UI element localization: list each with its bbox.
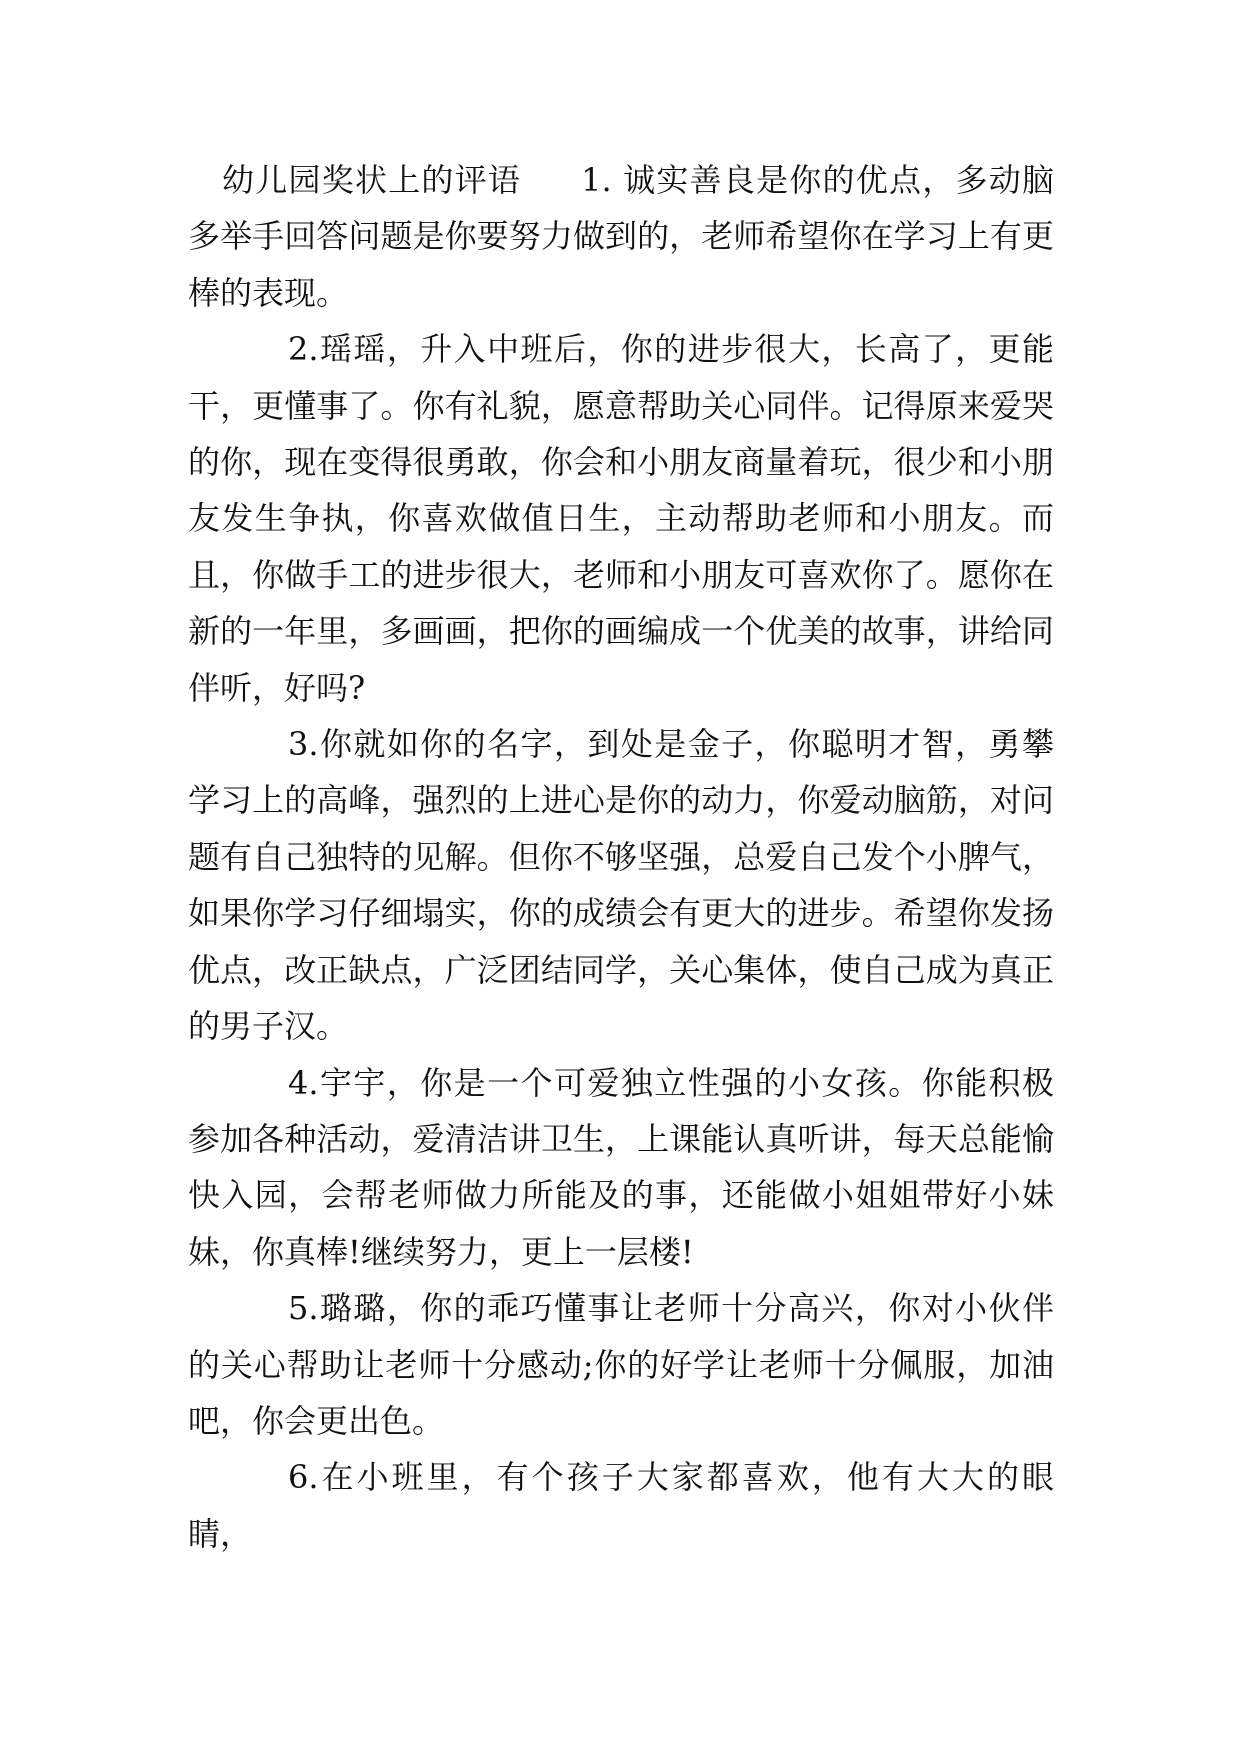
paragraph-1: 1. 诚实善良是你的优点，多动脑多举手回答问题是你要努力做到的，老师希望你在学习上有更棒的表现。	[188, 161, 1054, 312]
paragraph-2: 2.瑶瑶，升入中班后，你的进步很大，长高了，更能干，更懂事了。你有礼貌，愿意帮助关心同伴。记得原来爱哭的你，现在变得很勇敢，你会和小朋友商量着玩，很少和小朋友发生争执，你喜欢做值日生，主动帮助老师和小朋友。而且，你做手工的进步很大，老师和小朋友可喜欢你了。愿你在新的一年里，多画画，把你的画编成一个优美的故事，讲给同伴听，好吗?	[188, 330, 1054, 707]
document-title: 幼儿园奖状上的评语	[222, 161, 522, 199]
paragraph-6: 6.在小班里，有个孩子大家都喜欢，他有大大的眼睛，	[188, 1458, 1054, 1553]
paragraph-5: 5.璐璐，你的乖巧懂事让老师十分高兴，你对小伙伴的关心帮助让老师十分感动;你的好学让老师十分佩服，加油吧，你会更出色。	[188, 1289, 1054, 1440]
document-body	[188, 152, 1054, 1562]
title-paragraph	[188, 152, 1054, 321]
paragraph-4: 4.宇宇，你是一个可爱独立性强的小女孩。你能积极参加各种活动，爱清洁讲卫生，上课能认真听讲，每天总能愉快入园，会帮老师做力所能及的事，还能做小姐姐带好小妹妹，你真棒!继续努力，更上一层楼!	[188, 1063, 1054, 1271]
paragraph-3: 3.你就如你的名字，到处是金子，你聪明才智，勇攀学习上的高峰，强烈的上进心是你的动力，你爱动脑筋，对问题有自己独特的见解。但你不够坚强，总爱自己发个小脾气，如果你学习仔细塌实，你的成绩会有更大的进步。希望你发扬优点，改正缺点，广泛团结同学，关心集体，使自己成为真正的男子汉。	[188, 725, 1054, 1046]
